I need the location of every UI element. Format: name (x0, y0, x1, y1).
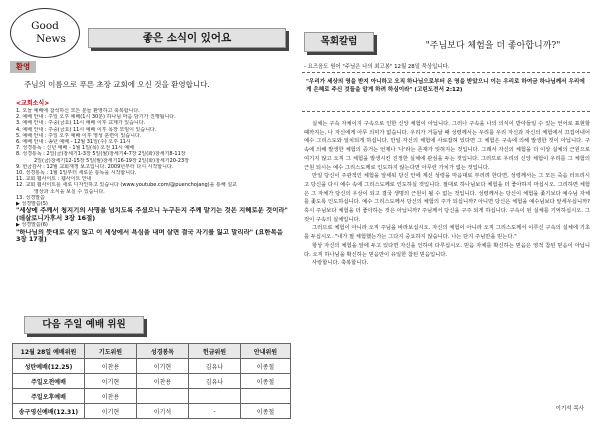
church-news-heading: <교회소식> (16, 100, 50, 107)
sermon-paragraph: 그러므로 체험이 아니라 오직 주님을 바라보십시오. 자신의 체험이 아니라 오직 그리스도께서 이루신 구속의 실체에 기초를 두십시오. "내가 필 체험했는가는 그다지 중요하지 않습니다. 나는 단지 주님만을 믿는다." (304, 225, 590, 241)
table-cell (137, 389, 189, 404)
table-cell: 이찬용 (137, 374, 189, 389)
table-row (13, 374, 291, 389)
table-header-cell: 안내위원 (241, 344, 291, 359)
sermon-title: "주님보다 체험을 더 좋아합니까?" (425, 41, 561, 51)
news-item: 4. 예배 안내 : 주중(금요) 11시 예배 이후 목장 모임이 있습니다. (16, 126, 157, 133)
sermon-paragraph: 항상 자신의 체험을 앞에 두고 있다면 자신을 인하여 다루십시오. 믿음 자체를 확신하는 믿음은 영적 참된 믿음이 아닙니다. 오직 하나님을 확신하는 믿음만이 유일한 참된 믿음입니다. (304, 242, 590, 258)
welcome-text: 주님의 이름으로 푸른 초장 교회에 오신 것을 환영합니다. (24, 80, 210, 89)
table-cell: 이종철 (241, 359, 291, 374)
table-header-cell: 헌금위원 (189, 344, 241, 359)
news-item: 9. 헌금감사 : 12월 교회재정 보고입니다. 2009년부터 다시 시작합니다. (16, 163, 174, 170)
table-header-cell: 성경봉독 (137, 344, 189, 359)
table-cell: 주일오전예배 (13, 374, 85, 389)
table-cell: 이기현 (137, 359, 189, 374)
sermon-body (304, 120, 590, 268)
sermon-source: - 요즈음도 원어 "주님은 나의 최고봉" 12월 28일 묵상입니다. (304, 64, 450, 70)
news-item: 8. 성경통독 : 2일(금)창세기1-3장 5일(월)창세기4-7장 2일(화)창세기8-11장 (16, 151, 186, 158)
news-item: 13. 성경말씀 (16, 194, 45, 201)
table-row (13, 359, 291, 374)
news-item: "하나님의 뜻대로 살지 않고 이 세상에서 욕심을 내며 살면 결국 자기를 잃고 말리라" (요한복음 3장 17절) (16, 228, 283, 244)
news-item: ▶ 성경말씀(6) (16, 222, 48, 229)
table-cell: 이종철 (241, 404, 291, 419)
table-cell: 이기현 (85, 404, 137, 419)
news-item: 11. 교회 웹사이트 : 웹사이트 안내 (16, 176, 92, 183)
table-header-cell: 12월 28일 예배위원 (13, 344, 85, 359)
sermon-author: 이기석 목사 (555, 406, 584, 412)
table-cell: 주일오후예배 (13, 389, 85, 404)
scripture-quote: "우리가 세상의 영을 받지 아니하고 오직 하나님으로부터 온 영을 받았으니 이는 우리로 하여금 하나님께서 우리에게 은혜로 주신 것들을 알게 하려 하심이라" (고린도전서 2:12) (302, 72, 590, 112)
table-cell: 김유나 (189, 374, 241, 389)
news-item: 7. 성경통독 : 신년 예배 - 1월 1일(목) 오전 11시 예배 (16, 145, 135, 152)
welcome-tag: 환영 (10, 61, 36, 73)
table-body (13, 359, 291, 419)
service-committee-table (12, 343, 291, 419)
sermon-paragraph: 사랑합니다. 축복합니다. (312, 260, 369, 267)
logo-line-2: News (36, 33, 66, 45)
left-column (8, 6, 290, 422)
sermon-paragraph: 실체는 구속 자체이지 구속으로 인한 신앙 체험이 아닙니다. 그러나 구속을 나의 의식이 받아들일 수 있는 언어로 표현할 때까지는, 나 자신에게 아무 의미가 없습니다. 우리가 거듭날 때 성령께서는 우리를 우리 자신과 자신의 체험에서 끄집어내어 예수 그리스도와 일치되게 하십니다. 만일 자신의 체험에 사로잡혀 있다면 그 체험은 구속에 의해 발생한 것이 아닙니다. 구속에 의해 발생한 체험의 증거는 언제나 '나'라는 존재가 잊혀지는 것입니다. 그래서 자신의 체험을 더 이상 실체의 근원으로 여기지 않고 오직 그 체험을 발생시킨 진정한 실체에 관심을 두는 것입니다. 그러므로 우리의 신앙 체험이 우리를 그 체험의 근원 되시는 예수 그리스도께로 인도하지 않는다면 아무런 가치가 없는 것입니다. (304, 121, 590, 171)
table-cell: 성탄예배(12.25) (13, 359, 85, 374)
news-item: 2일(금)창세기12-15장 5일(월)창세기16-19장 2일(화)창세기20-23장 (34, 157, 189, 164)
news-item: 5. 예배 안내 : 주일 오후 예배 이후 영성 훈련이 있습니다. (16, 132, 142, 139)
church-news (16, 100, 288, 244)
news-item: ▶ 성경말씀(5) (16, 201, 48, 208)
news-item: 10. 성경통독 : 1월 1일부터 새로운 통독을 시작합니다. (16, 170, 137, 177)
table-cell: 김유나 (189, 359, 241, 374)
news-item: 6. 예배 안내 : 송년 예배 - 12월 31일(수) 오후 11시 (16, 139, 131, 146)
table-cell: - (189, 404, 241, 419)
good-news-logo (10, 8, 80, 58)
news-item: 3. 예배 안내 : 주중(금요) 11시 예배 이후 교제가 있습니다. (16, 120, 146, 127)
table-header-cell: 기도위원 (85, 344, 137, 359)
news-item: 1. 오늘 예배에 참석하신 모든 분들 환영하고 축복합니다. (16, 108, 140, 114)
right-column (298, 6, 594, 422)
logo-line-1: Good (31, 20, 59, 32)
news-item: 12. 교회 웹사이트를 새로 디자인하고 있습니다 (www.youtube.com/@puenchojang)을 통해 설교 (16, 182, 237, 189)
table-cell: 이찬용 (85, 389, 137, 404)
table-cell: 이찬용 (85, 359, 137, 374)
news-banner: 좋은 소식이 있어요 (88, 28, 286, 48)
news-item: 영상과 소식을 보실 수 있습니다. (34, 188, 105, 195)
column-banner: 목회칼럼 (304, 32, 374, 52)
table-cell (189, 389, 241, 404)
table-row (13, 389, 291, 404)
next-week-banner: 다음 주일 예배 위원 (24, 316, 144, 334)
table-header-row (13, 344, 291, 359)
table-cell: 이기현 (85, 374, 137, 389)
table-cell (241, 389, 291, 404)
news-list (16, 108, 288, 244)
news-item: 2. 예배 안내 : 주일 오후 예배(1시 30분) 하나님 마음 담기가 진행됩니다. (16, 114, 176, 121)
table-cell: 이종철 (241, 374, 291, 389)
news-item: "세상에 주께서 청지기의 사명을 넘치도록 주셨으니 누구든지 주께 맡기는 것은 지혜로운 것이라" (데살로니가후서 3장 16절) (16, 207, 288, 222)
table-cell: 송구영신예배(12.31) (13, 404, 85, 419)
table-cell: 이기석 (137, 404, 189, 419)
table-row (13, 404, 291, 419)
sermon-paragraph: 만일 당신이 주관적인 체험을 앞세워 당신 안에 계신 성령을 마음대로 부리려 한다면, 성령께서는 그 모든 죽음 터트리시고 당신을 다시 예수 속에 그리스도께로 인도하실 것입니다. 절대로 하나님보다 체험을 더 좋아하지 마십시오. 그리하면 체험은 그 자체가 당신의 우상이 되고 결국 생명의 근원이 될 수 없는 것입니다. 성령께서는 당신이 체험을 좇기보다 예수님 자체를 좇도록 인도하십니다. 예수 그리스도께서 당신의 체험의 주가 되십니까? 아니면 당신은 체험을 예수님보다 앞세우십니까? 혹시 주님보다 체험을 더 좋아하는 것은 아닙니까? 주님께서 당신을 구주 되게 하십니다. 구속이 된 실체를 기억하십시오. 그것이 구속의 실체입니다. (304, 173, 590, 223)
